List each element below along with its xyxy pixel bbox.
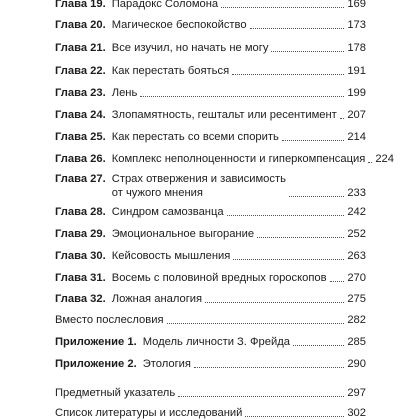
chapter-label: Глава 24. [55, 109, 106, 121]
dot-leader [194, 367, 344, 368]
chapter-label: Глава 31. [55, 272, 106, 284]
chapter-title: Синдром самозванца [111, 206, 224, 218]
chapter-title-continued: от чужого мнения [111, 187, 203, 199]
page-number: 199 [347, 87, 366, 99]
toc-entry-appendix-2 [55, 357, 366, 371]
chapter-title: Восемь с половиной вредных гороскопов [111, 272, 327, 284]
chapter-label: Глава 26. [55, 153, 106, 165]
dot-leader [250, 28, 345, 29]
chapter-label: Глава 21. [55, 42, 106, 54]
chapter-title: Как перестать бояться [111, 65, 230, 77]
dot-leader [368, 162, 372, 163]
chapter-title: Злопамятность, гештальт или ресентимент [111, 109, 337, 121]
page-number: 242 [347, 206, 366, 218]
appendix-label: Приложение 1. [55, 336, 137, 348]
page-number: 169 [347, 0, 366, 10]
page-number: 275 [347, 293, 366, 305]
dot-leader [167, 323, 345, 324]
toc-entry-afterword [55, 313, 366, 327]
page-number: 233 [347, 187, 366, 199]
chapter-label: Глава 20. [55, 19, 106, 31]
chapter-label: Глава 22. [55, 65, 106, 77]
chapter-title: Как перестать со всеми спорить [111, 131, 279, 143]
toc-entry-ch25 [55, 130, 366, 144]
chapter-title: Парадокс Соломона [111, 0, 219, 10]
toc-entry-ch27 [55, 172, 366, 200]
chapter-title: Лень [111, 87, 138, 99]
chapter-label: Глава 23. [55, 87, 106, 99]
section-title: Список литературы и исследований [55, 407, 243, 419]
toc-entry-ch31 [55, 271, 366, 285]
toc-entry-bibliography [55, 406, 366, 420]
chapter-title: Кейсовость мышления [111, 250, 231, 262]
dot-leader [271, 51, 344, 52]
dot-leader [233, 259, 344, 260]
dot-leader [289, 196, 344, 197]
page-number: 285 [347, 336, 366, 348]
appendix-title: Модель личности З. Фрейда [142, 336, 290, 348]
page-number: 252 [347, 228, 366, 240]
page-number: 224 [375, 153, 394, 165]
chapter-label: Глава 28. [55, 206, 106, 218]
chapter-label: Глава 27. [55, 173, 106, 185]
page-number: 282 [347, 314, 366, 326]
toc-entry-ch21 [55, 41, 366, 55]
toc-entry-ch26 [55, 152, 394, 166]
chapter-label: Глава 30. [55, 250, 106, 262]
page-number: 263 [347, 250, 366, 262]
dot-leader [221, 7, 344, 8]
dot-leader [227, 215, 345, 216]
section-title: Вместо послесловия [55, 314, 164, 326]
chapter-title: Ложная аналогия [111, 293, 203, 305]
appendix-label: Приложение 2. [55, 358, 137, 370]
dot-leader [140, 96, 344, 97]
toc-entry-ch23 [55, 86, 366, 100]
dot-leader [330, 281, 345, 282]
toc-entry-appendix-1 [55, 335, 366, 349]
dot-leader [282, 140, 344, 141]
page-number: 214 [347, 131, 366, 143]
page-number: 178 [347, 42, 366, 54]
toc-entry-ch29 [55, 227, 366, 241]
chapter-title: Комплекс неполноценности и гиперкомпенсация [111, 153, 366, 165]
toc-entry-ch30 [55, 249, 366, 263]
dot-leader [293, 345, 344, 346]
chapter-title: Магическое беспокойство [111, 19, 247, 31]
page-number: 191 [347, 65, 366, 77]
dot-leader [340, 118, 345, 119]
appendix-title: Этология [142, 358, 191, 370]
chapter-label: Глава 25. [55, 131, 106, 143]
chapter-label: Глава 29. [55, 228, 106, 240]
chapter-title: Эмоциональное выгорание [111, 228, 255, 240]
page-number: 173 [347, 19, 366, 31]
chapter-label: Глава 19. [55, 0, 106, 10]
dot-leader [178, 396, 344, 397]
toc-entry-ch24 [55, 108, 366, 122]
dot-leader [232, 74, 344, 75]
dot-leader [257, 237, 344, 238]
page-number: 270 [347, 272, 366, 284]
toc-entry-ch22 [55, 64, 366, 78]
dot-leader [205, 302, 344, 303]
toc-entry-ch32 [55, 292, 366, 306]
page-number: 207 [347, 109, 366, 121]
chapter-label: Глава 32. [55, 293, 106, 305]
page-number: 302 [347, 407, 366, 419]
chapter-title: Все изучил, но начать не могу [111, 42, 269, 54]
toc-entry-ch28 [55, 205, 366, 219]
dot-leader [245, 416, 344, 417]
toc-entry-ch19 [55, 0, 366, 11]
page-number: 290 [347, 358, 366, 370]
page-number: 297 [347, 387, 366, 399]
section-title: Предметный указатель [55, 387, 176, 399]
toc-entry-subject-index [55, 386, 366, 400]
chapter-title: Страх отвержения и зависимость [111, 173, 286, 185]
toc-entry-ch20 [55, 18, 366, 32]
